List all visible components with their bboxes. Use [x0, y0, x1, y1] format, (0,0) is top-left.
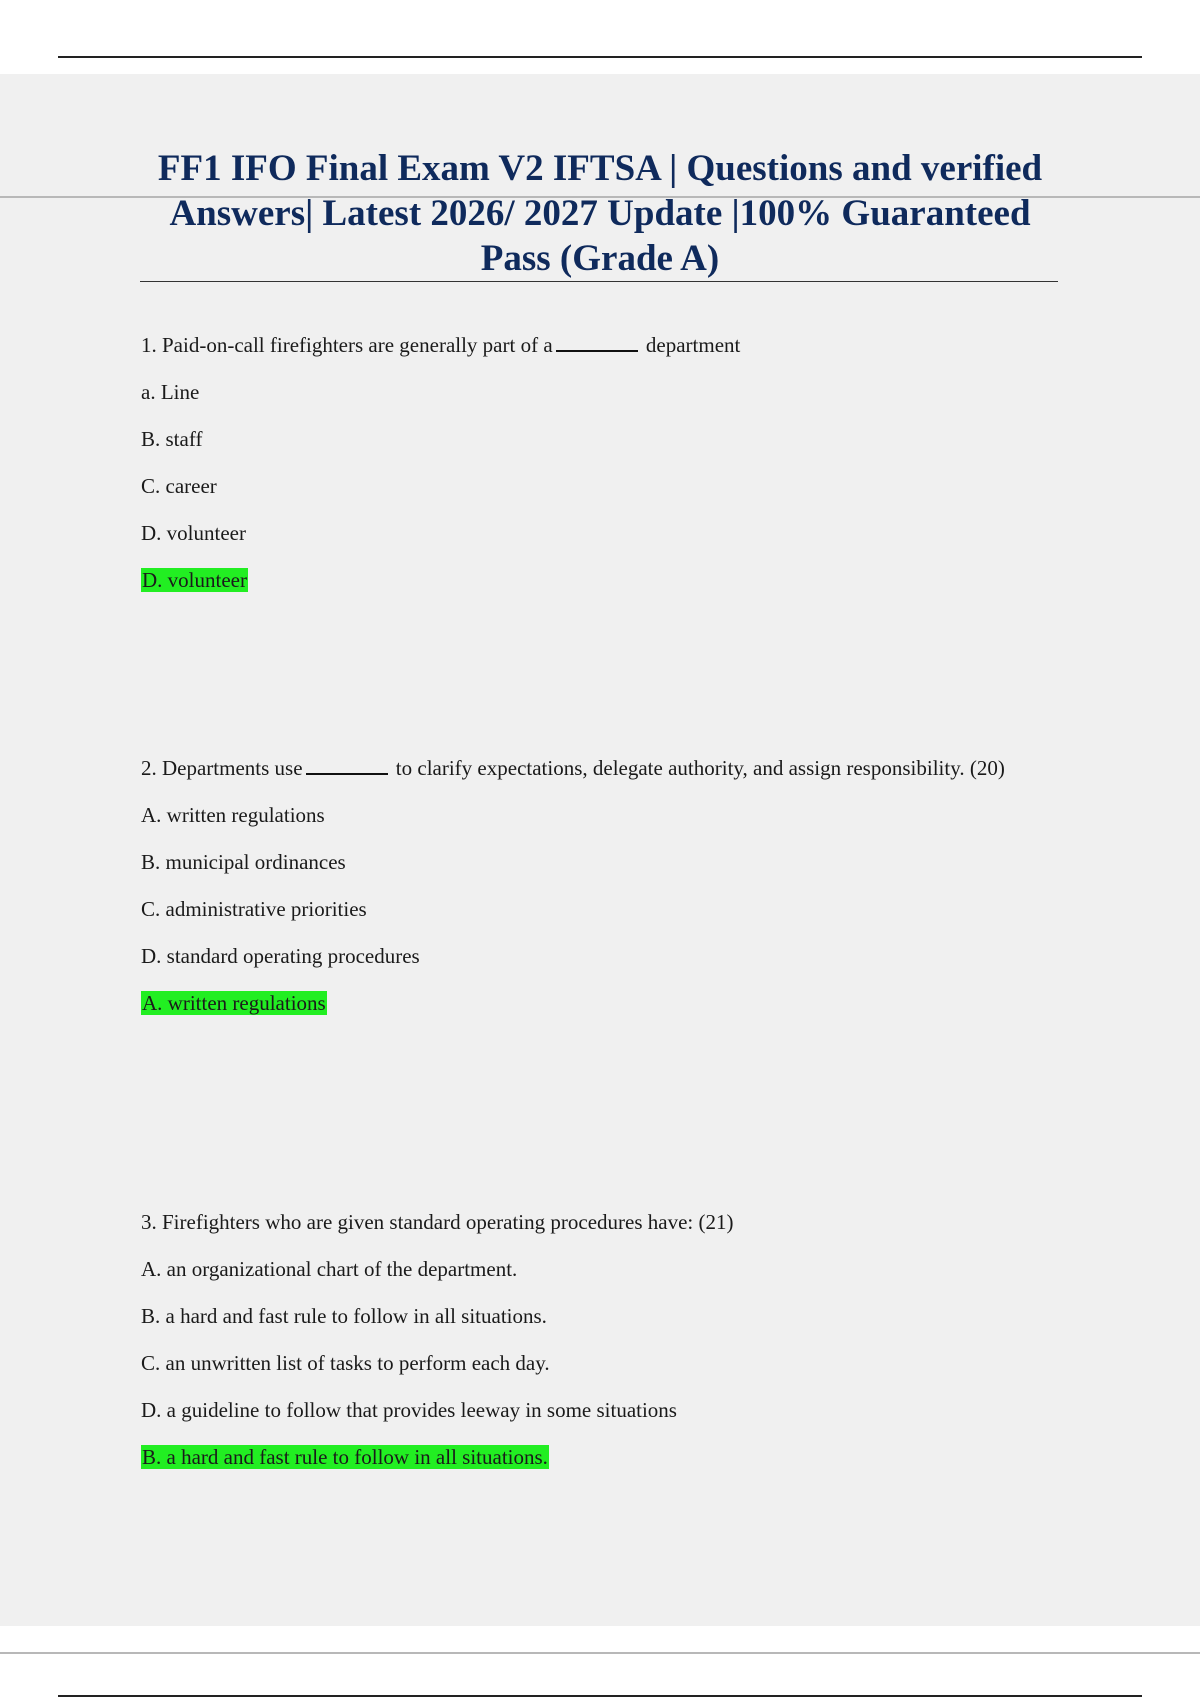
question-stem-text: 2. Departments use — [141, 756, 303, 780]
answer-option-d: D. a guideline to follow that provides leeway in some situations — [141, 1398, 677, 1422]
question-stem-text-end: department — [645, 333, 741, 357]
fill-in-blank — [306, 753, 388, 775]
answer-option-b: B. municipal ordinances — [141, 850, 346, 874]
question-stem — [141, 753, 1061, 783]
answer-option-c: C. administrative priorities — [141, 897, 367, 921]
page-bottom-rule — [58, 1695, 1142, 1697]
document-title: FF1 IFO Final Exam V2 IFTSA | Questions and verified Answers| Latest 2026/ 2027 Update |100% Guaranteed Pass (Grade A) — [157, 148, 1043, 279]
correct-answer — [141, 565, 1061, 595]
correct-answer-highlight: D. volunteer — [142, 568, 247, 592]
answer-option-d: D. standard operating procedures — [141, 944, 420, 968]
question-stem-text: 3. Firefighters who are given standard operating procedures have: (21) — [141, 1210, 734, 1234]
answer-option-d: D. volunteer — [141, 521, 246, 545]
question-2 — [141, 753, 1061, 1018]
fill-in-blank — [556, 330, 638, 352]
correct-answer — [141, 988, 1061, 1018]
question-1 — [141, 330, 1061, 595]
answer-option-b: B. a hard and fast rule to follow in all situations. — [141, 1304, 547, 1328]
sheet-bottom-divider — [0, 1652, 1200, 1654]
correct-answer — [141, 1442, 1061, 1472]
answer-option-c: C. career — [141, 474, 217, 498]
question-stem — [141, 330, 1061, 360]
correct-answer-highlight: A. written regulations — [142, 991, 326, 1015]
question-stem-text: 1. Paid-on-call firefighters are generally part of a — [141, 333, 553, 357]
answer-option-b: B. staff — [141, 427, 203, 451]
question-3 — [141, 1207, 1061, 1472]
correct-answer-highlight: B. a hard and fast rule to follow in all situations. — [142, 1445, 548, 1469]
answer-option-a: A. written regulations — [141, 803, 325, 827]
answer-option-c: C. an unwritten list of tasks to perform each day. — [141, 1351, 550, 1375]
question-stem — [141, 1207, 1061, 1237]
page-top-rule — [58, 56, 1142, 58]
question-stem-text-end: to clarify expectations, delegate authority, and assign responsibility. (20) — [395, 756, 1005, 780]
title-underline — [140, 281, 1058, 282]
answer-option-a: a. Line — [141, 380, 200, 404]
answer-option-a: A. an organizational chart of the department. — [141, 1257, 518, 1281]
